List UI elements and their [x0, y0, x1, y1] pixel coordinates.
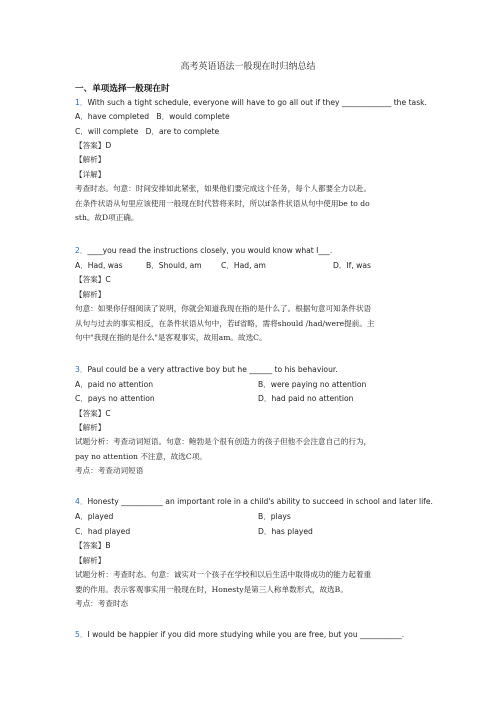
q4-option-c: C．had played [75, 527, 131, 536]
option-d: D．are to complete [145, 127, 220, 136]
explanation-line: 试题分析：考查时态。句意：诚实对一个孩子在学校和以后生活中取得成功的能力起着重 [75, 570, 372, 579]
explanation-line: 句意：如果你仔细阅读了说明，你就会知道我现在指的是什么了。根据句意可知条件状语 [75, 304, 372, 313]
question-1 [75, 98, 427, 108]
q3-option-a: A．paid no attention [75, 380, 154, 389]
option-c: C．will complete [75, 127, 139, 136]
q2-option-a: A．Had, was [75, 261, 123, 270]
question-number: 4． [75, 497, 88, 506]
q2-option-c: C．Had, am [221, 261, 266, 270]
q4-option-a: A．played [75, 512, 114, 521]
q2-option-d: D．If, was [333, 261, 372, 270]
explanation-line: 试题分析：考查动词短语。句意：鲍勃是个很有创造力的孩子但他不会注意自己的行为， [75, 437, 372, 446]
question-number: 2． [75, 246, 88, 255]
option-b: B．would complete [156, 112, 230, 121]
answer-label: 【答案】C [75, 275, 111, 284]
q3-option-d: D．had paid no attention [258, 394, 354, 403]
analysis-label: 【解析】 [75, 423, 106, 432]
question-stem: With such a tight schedule, everyone will have to go all out if they _____________ the task. [87, 98, 427, 107]
point-line: 考点：考查动词短语 [75, 466, 144, 475]
section-heading: 一、单项选择一般现在时 [75, 84, 170, 94]
answer-label: 【答案】B [75, 541, 111, 550]
answer-label: 【答案】D [75, 141, 112, 150]
question-3 [75, 365, 338, 375]
explanation-line: sth。故D项正确。 [75, 213, 139, 222]
question-number: 1． [75, 98, 88, 107]
question-stem: Paul could be a very attractive boy but he ______ to his behaviour. [87, 365, 338, 374]
q3-option-c: C．pays no attention [75, 394, 155, 403]
explanation-line: 句中"我现在指的是什么"是客观事实，故用am。故选C。 [75, 333, 267, 342]
explanation-line: 在条件状语从句里应该使用一般现在时代替将来时，所以if条件状语从句中使用be to do [75, 199, 370, 208]
q4-option-b: B．plays [258, 512, 291, 521]
q4-option-d: D．has played [258, 527, 313, 536]
explanation-line: 从句与过去的事实相反，在条件状语从句中，若if省略，需将should /had/were提前。主 [75, 319, 375, 328]
question-stem: ____you read the instructions closely, you would know what I___. [87, 246, 333, 255]
q3-option-b: B．were paying no attention [258, 380, 367, 389]
q1-options-row2 [75, 127, 219, 137]
question-stem: I would be happier if you did more studying while you are free, but you ___________. [87, 630, 405, 639]
question-number: 5． [75, 630, 88, 639]
analysis-label: 【解析】 [75, 290, 106, 299]
question-4 [75, 497, 433, 507]
detail-label: 【详解】 [75, 170, 106, 179]
analysis-label: 【解析】 [75, 556, 106, 565]
page-title: 高考英语语法一般现在时归纳总结 [180, 62, 316, 72]
explanation-line: pay no attention 不注意，故选C项。 [75, 452, 207, 461]
q1-options-row1 [75, 112, 230, 122]
question-stem: Honesty ___________ an important role in a child's ability to succeed in school and later life. [87, 497, 433, 506]
point-line: 考点：考查时态 [75, 599, 129, 608]
answer-label: 【答案】C [75, 409, 111, 418]
analysis-label: 【解析】 [75, 155, 106, 164]
question-number: 3． [75, 365, 88, 374]
option-a: A．have completed [75, 112, 150, 121]
q2-option-b: B．Should, am [146, 261, 202, 270]
explanation-line: 考查时态。句意：时间安排如此紧张，如果他们要完成这个任务，每个人都要全力以赴。 [75, 184, 372, 193]
question-5 [75, 630, 404, 640]
question-2 [75, 246, 332, 256]
explanation-line: 要的作用。表示客观事实用一般现在时，Honesty是第三人称单数形式，故选B。 [75, 585, 348, 594]
